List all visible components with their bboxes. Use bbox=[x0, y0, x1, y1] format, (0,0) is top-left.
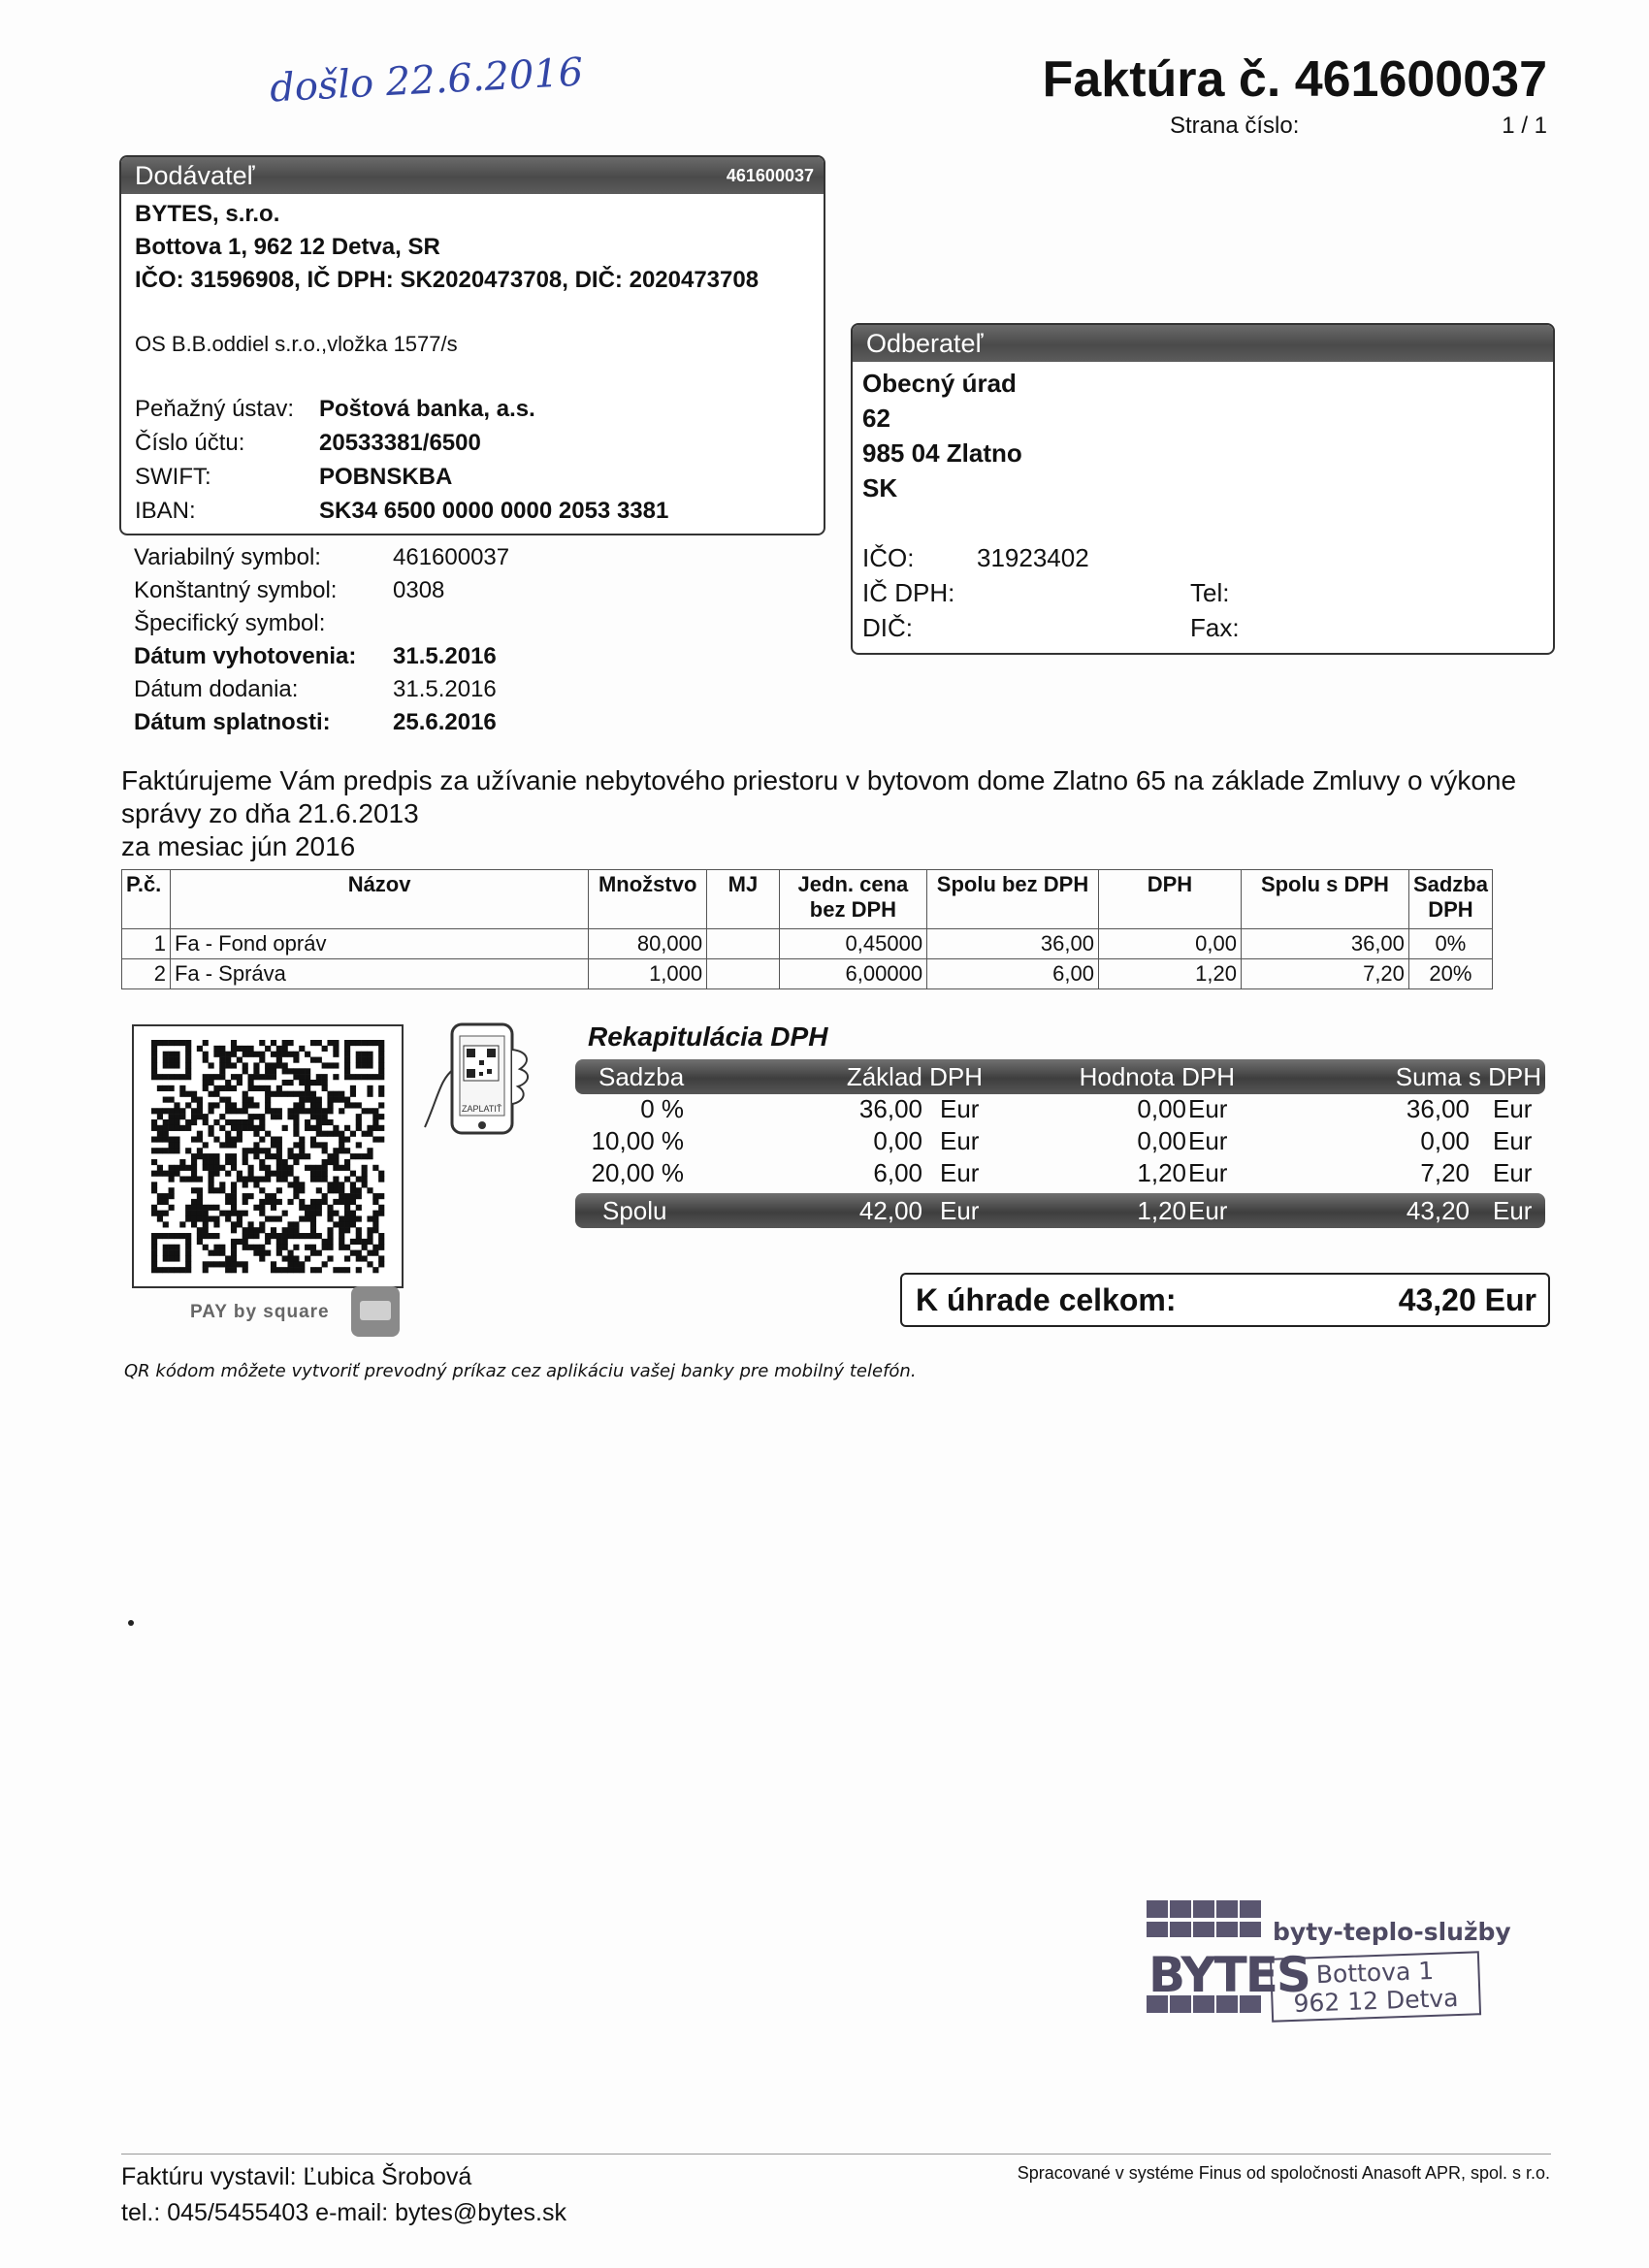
total-due-box bbox=[900, 1273, 1550, 1327]
vat-recap-table bbox=[575, 1059, 1549, 1234]
bank-row-value: Poštová banka, a.s. bbox=[319, 396, 535, 422]
table-cell: 0,45000 bbox=[779, 929, 926, 959]
supplier-bank-info bbox=[135, 392, 668, 528]
company-stamp bbox=[1145, 1896, 1552, 2023]
column-header: MJ bbox=[707, 870, 780, 929]
stamp-address-box bbox=[1270, 1951, 1481, 2022]
bank-row-value: 20533381/6500 bbox=[319, 430, 481, 456]
recap-base: 6,00 bbox=[873, 1158, 922, 1187]
invoice-description bbox=[121, 764, 1516, 863]
supplier-details bbox=[135, 198, 759, 297]
svg-text:BYTES: BYTES bbox=[1148, 1947, 1310, 2003]
column-header: Množstvo bbox=[589, 870, 707, 929]
customer-tax-ids bbox=[862, 540, 1089, 645]
column-header: Názov bbox=[170, 870, 588, 929]
recap-total: 36,00 bbox=[1406, 1094, 1470, 1123]
table-cell: 0,00 bbox=[1098, 929, 1241, 959]
column-header: DPH bbox=[1098, 870, 1241, 929]
symbol-row bbox=[134, 673, 509, 706]
symbol-label: Variabilný symbol: bbox=[134, 544, 321, 570]
recap-currency: Eur bbox=[1188, 1094, 1228, 1123]
table-cell: 1,000 bbox=[589, 959, 707, 989]
customer-contact bbox=[1190, 575, 1240, 645]
vat-recap-title: Rekapitulácia DPH bbox=[588, 1021, 828, 1052]
customer-fax-label: Fax: bbox=[1190, 613, 1240, 642]
bank-row-label: SWIFT: bbox=[135, 464, 211, 490]
recap-header: Hodnota DPH bbox=[1079, 1062, 1235, 1091]
bank-row-value: SK34 6500 0000 0000 2053 3381 bbox=[319, 498, 669, 524]
customer-header: Odberateľ bbox=[853, 325, 1553, 362]
table-cell bbox=[707, 959, 780, 989]
bank-row bbox=[135, 494, 668, 528]
recap-currency: Eur bbox=[940, 1126, 980, 1155]
table-cell: 6,00000 bbox=[779, 959, 926, 989]
total-due-value: 43,20 Eur bbox=[1398, 1282, 1536, 1317]
items-table-header bbox=[122, 870, 1493, 929]
recap-base: 0,00 bbox=[873, 1126, 922, 1155]
bank-row bbox=[135, 392, 668, 426]
stamp-city: 962 12 Detva bbox=[1293, 1984, 1459, 2018]
recap-sum-row bbox=[575, 1193, 1545, 1228]
symbol-row bbox=[134, 574, 509, 607]
recap-header: Sadzba bbox=[598, 1062, 685, 1091]
column-header: Sadzba DPH bbox=[1408, 870, 1492, 929]
recap-total: 0,00 bbox=[1420, 1126, 1470, 1155]
supplier-box bbox=[119, 155, 825, 535]
recap-currency: Eur bbox=[1493, 1158, 1533, 1187]
table-cell: 1,20 bbox=[1098, 959, 1241, 989]
recap-currency: Eur bbox=[1188, 1158, 1228, 1187]
table-cell: 36,00 bbox=[1241, 929, 1408, 959]
table-cell: Fa - Fond opráv bbox=[170, 929, 588, 959]
footer-software: Spracované v systéme Finus od spoločnosti Anasoft APR, spol. s r.o. bbox=[1017, 2163, 1550, 2183]
table-cell: 7,20 bbox=[1241, 959, 1408, 989]
table-cell: 36,00 bbox=[927, 929, 1099, 959]
recap-sum-base: 42,00 bbox=[858, 1196, 922, 1225]
table-cell: 1 bbox=[122, 929, 171, 959]
symbol-value: 31.5.2016 bbox=[393, 676, 497, 702]
stray-dot bbox=[128, 1620, 134, 1626]
table-cell: 0% bbox=[1408, 929, 1492, 959]
symbol-row bbox=[134, 640, 509, 673]
recap-rate: 10,00 % bbox=[591, 1126, 684, 1155]
recap-header: Základ DPH bbox=[846, 1062, 983, 1091]
recap-header: Suma s DPH bbox=[1395, 1062, 1541, 1091]
symbol-label: Konštantný symbol: bbox=[134, 577, 338, 603]
bank-row-label: IBAN: bbox=[135, 498, 196, 524]
handwritten-received-note: došlo 22.6.2016 bbox=[269, 49, 585, 112]
supplier-invoice-code: 461600037 bbox=[726, 166, 814, 185]
column-header: Spolu s DPH bbox=[1241, 870, 1408, 929]
recap-rate: 0 % bbox=[640, 1094, 684, 1123]
customer-icdph-label: IČ DPH: bbox=[862, 578, 955, 607]
recap-currency: Eur bbox=[1188, 1126, 1228, 1155]
customer-street: 62 bbox=[862, 404, 890, 433]
recap-currency: Eur bbox=[1493, 1196, 1533, 1225]
vat-recap-header bbox=[575, 1059, 1545, 1094]
bank-row-label: Peňažný ústav: bbox=[135, 396, 295, 422]
recap-currency: Eur bbox=[1188, 1196, 1228, 1225]
recap-rate: 20,00 % bbox=[591, 1158, 684, 1187]
footer-contact: tel.: 045/5455403 e-mail: bytes@bytes.sk bbox=[121, 2199, 566, 2226]
symbol-label: Dátum vyhotovenia: bbox=[134, 643, 357, 669]
table-row bbox=[122, 959, 1493, 989]
page-number-value: 1 / 1 bbox=[1502, 113, 1547, 139]
customer-tel-label: Tel: bbox=[1190, 578, 1230, 607]
qr-code-frame bbox=[132, 1024, 404, 1288]
symbol-row bbox=[134, 541, 509, 574]
bank-row bbox=[135, 426, 668, 460]
description-line: Faktúrujeme Vám predpis za užívanie nebytového priestoru v bytovom dome Zlatno 65 na základe Zmluvy o výkone bbox=[121, 765, 1517, 795]
symbol-row bbox=[134, 607, 509, 640]
payment-symbols bbox=[134, 541, 509, 739]
column-header: Spolu bez DPH bbox=[927, 870, 1099, 929]
customer-box bbox=[851, 323, 1555, 655]
recap-vat: 0,00 bbox=[1137, 1126, 1186, 1155]
customer-city: 985 04 Zlatno bbox=[862, 438, 1022, 468]
supplier-ids: IČO: 31596908, IČ DPH: SK2020473708, DIČ: 2020473708 bbox=[135, 267, 760, 293]
symbol-row bbox=[134, 706, 509, 739]
recap-currency: Eur bbox=[940, 1196, 980, 1225]
supplier-address: Bottova 1, 962 12 Detva, SR bbox=[135, 234, 440, 260]
symbol-label: Dátum dodania: bbox=[134, 676, 299, 702]
symbol-value: 31.5.2016 bbox=[393, 643, 497, 669]
symbol-value: 461600037 bbox=[393, 544, 510, 570]
symbol-label: Dátum splatnosti: bbox=[134, 709, 331, 735]
customer-details bbox=[862, 366, 1022, 505]
customer-ico-label: IČO: bbox=[862, 543, 915, 572]
qr-code bbox=[151, 1040, 384, 1273]
customer-dic-label: DIČ: bbox=[862, 613, 913, 642]
recap-row bbox=[575, 1094, 1545, 1127]
table-cell: 80,000 bbox=[589, 929, 707, 959]
bytes-logo-icon bbox=[1145, 1898, 1310, 2019]
bank-row-label: Číslo účtu: bbox=[135, 430, 245, 456]
table-cell: Fa - Správa bbox=[170, 959, 588, 989]
table-cell: 2 bbox=[122, 959, 171, 989]
bank-row-value: POBNSKBA bbox=[319, 464, 453, 490]
table-row bbox=[122, 929, 1493, 959]
symbol-label: Špecifický symbol: bbox=[134, 610, 326, 636]
pay-by-square-card-icon bbox=[351, 1286, 400, 1337]
supplier-name: BYTES, s.r.o. bbox=[135, 201, 280, 227]
symbol-value: 25.6.2016 bbox=[393, 709, 497, 735]
recap-base: 36,00 bbox=[858, 1094, 922, 1123]
items-table bbox=[121, 869, 1493, 989]
description-line: správy zo dňa 21.6.2013 bbox=[121, 798, 419, 828]
recap-total: 7,20 bbox=[1420, 1158, 1470, 1187]
stamp-services: byty-teplo-služby bbox=[1273, 1918, 1511, 1946]
recap-currency: Eur bbox=[1493, 1126, 1533, 1155]
recap-currency: Eur bbox=[1493, 1094, 1533, 1123]
recap-sum-vat: 1,20 bbox=[1137, 1196, 1186, 1225]
column-header: Jedn. cena bez DPH bbox=[779, 870, 926, 929]
page-number-label: Strana číslo: bbox=[1170, 113, 1300, 139]
footer-issuer bbox=[121, 2159, 566, 2231]
recap-row bbox=[575, 1158, 1545, 1191]
column-header: P.č. bbox=[122, 870, 171, 929]
total-due-label: K úhrade celkom: bbox=[916, 1282, 1177, 1317]
customer-name: Obecný úrad bbox=[862, 369, 1017, 398]
table-cell bbox=[707, 929, 780, 959]
recap-vat: 1,20 bbox=[1137, 1158, 1186, 1187]
description-line: za mesiac jún 2016 bbox=[121, 831, 356, 861]
footer-divider bbox=[121, 2154, 1551, 2155]
table-cell: 20% bbox=[1408, 959, 1492, 989]
recap-row bbox=[575, 1126, 1545, 1159]
pay-by-square-label: PAY by square bbox=[190, 1302, 330, 1322]
table-cell: 6,00 bbox=[927, 959, 1099, 989]
supplier-header-label: Dodávateľ bbox=[135, 161, 255, 190]
stamp-street: Bottova 1 bbox=[1315, 1956, 1435, 1990]
recap-sum-label: Spolu bbox=[602, 1196, 667, 1225]
phone-pay-label: ZAPLATIŤ bbox=[462, 1104, 502, 1114]
invoice-title: Faktúra č. 461600037 bbox=[1042, 51, 1547, 108]
recap-currency: Eur bbox=[940, 1158, 980, 1187]
recap-sum-total: 43,20 bbox=[1406, 1196, 1470, 1225]
recap-vat: 0,00 bbox=[1137, 1094, 1186, 1123]
symbol-value: 0308 bbox=[393, 577, 445, 603]
supplier-registry: OS B.B.oddiel s.r.o.,vložka 1577/s bbox=[135, 332, 458, 356]
recap-currency: Eur bbox=[940, 1094, 980, 1123]
customer-country: SK bbox=[862, 473, 898, 502]
qr-note: QR kódom môžete vytvoriť prevodný príkaz cez aplikáciu vašej banky pre mobilný telefón. bbox=[124, 1361, 917, 1381]
phone-hand-icon bbox=[419, 1019, 545, 1145]
customer-ico-value: 31923402 bbox=[977, 543, 1089, 572]
bank-row bbox=[135, 460, 668, 494]
footer-issued-by: Faktúru vystavil: Ľubica Šrobová bbox=[121, 2163, 472, 2190]
supplier-header bbox=[121, 157, 824, 194]
